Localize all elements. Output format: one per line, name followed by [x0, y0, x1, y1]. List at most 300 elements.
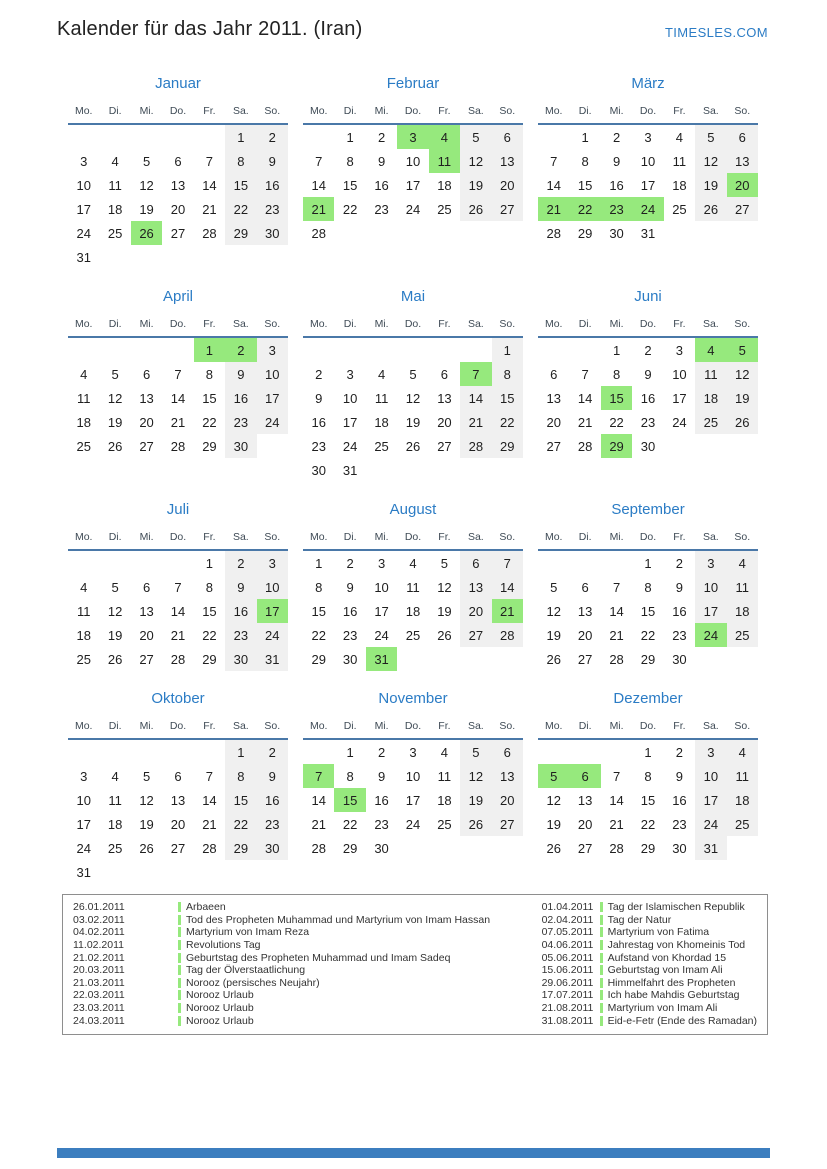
- weekday-label: Fr.: [438, 105, 451, 117]
- day-cell: 26: [139, 840, 154, 856]
- holiday-marker-icon: [600, 1016, 603, 1026]
- day-cell: 18: [76, 414, 91, 430]
- empty-cell: [601, 551, 632, 575]
- weekday-label: Mi.: [374, 318, 389, 330]
- weekday-label: Sa.: [232, 105, 249, 117]
- day-cell: 5: [142, 153, 151, 169]
- day-cell: 10: [257, 362, 288, 386]
- holiday-marker-icon: [600, 902, 603, 912]
- day-cell: 12: [460, 764, 491, 788]
- day-cell: 4: [111, 153, 119, 169]
- day-cell: 25: [695, 410, 726, 434]
- day-cell: 28: [609, 651, 624, 667]
- day-cell: 8: [225, 764, 256, 788]
- day-cell: 13: [170, 177, 186, 193]
- empty-cell: [397, 338, 428, 362]
- holiday-day-cell: 3: [397, 125, 428, 149]
- month-title: Dezember: [613, 690, 683, 707]
- legend-label: Norooz (persisches Neujahr): [186, 976, 320, 989]
- day-cell: 18: [727, 788, 758, 812]
- day-cell: 5: [111, 579, 119, 595]
- day-cell: 20: [546, 414, 561, 430]
- day-cell: 6: [142, 579, 151, 595]
- day-cell: 20: [460, 599, 491, 623]
- day-cell: 14: [609, 792, 624, 808]
- day-cell: 7: [612, 579, 621, 595]
- day-cell: 21: [170, 414, 186, 430]
- day-cell: 24: [405, 201, 421, 217]
- day-cell: 29: [640, 651, 656, 667]
- day-cell: 28: [311, 225, 326, 241]
- legend-item: [73, 1014, 542, 1027]
- day-cell: 30: [257, 221, 288, 245]
- day-cell: 9: [377, 153, 386, 169]
- day-cell: 13: [492, 149, 523, 173]
- day-cell: 16: [672, 603, 687, 619]
- day-cell: 10: [672, 366, 687, 382]
- day-cell: 16: [609, 177, 624, 193]
- weekday-label: Do.: [169, 720, 187, 732]
- day-cell: 16: [342, 603, 358, 619]
- day-cell: 23: [311, 438, 326, 454]
- legend-date: 23.03.2011: [73, 1002, 125, 1015]
- day-cell: 8: [644, 768, 652, 784]
- weekday-label: Di.: [108, 531, 122, 543]
- day-cell: 13: [577, 792, 593, 808]
- legend-item: [542, 964, 757, 977]
- month-title: April: [162, 288, 193, 305]
- day-cell: 4: [440, 744, 449, 760]
- day-cell: 2: [225, 551, 256, 575]
- day-cell: 6: [581, 579, 589, 595]
- day-cell: 12: [405, 390, 421, 406]
- month-title: August: [389, 501, 437, 518]
- weekday-label: Mi.: [139, 105, 154, 117]
- legend-item: [73, 977, 542, 990]
- day-cell: 19: [139, 816, 154, 832]
- day-cell: 14: [311, 177, 326, 193]
- page-header: [0, 0, 827, 44]
- month-februar: [303, 76, 523, 245]
- day-cell: 28: [577, 438, 593, 454]
- weekday-label: Do.: [639, 318, 657, 330]
- holiday-day-cell: 15: [601, 386, 632, 410]
- day-cell: 27: [577, 651, 593, 667]
- day-cell: 24: [672, 414, 687, 430]
- legend-date: 07.05.2011: [541, 926, 594, 939]
- weekday-label: Sa.: [702, 531, 719, 543]
- day-cell: 27: [492, 197, 523, 221]
- weekday-row: [303, 316, 523, 338]
- holiday-marker-icon: [600, 915, 603, 925]
- day-cell: 19: [107, 627, 123, 643]
- day-cell: 8: [346, 153, 354, 169]
- day-cell: 24: [374, 627, 389, 643]
- weekday-label: Fr.: [673, 531, 686, 543]
- day-cell: 2: [346, 555, 354, 571]
- legend-label: Norooz Urlaub: [186, 1002, 254, 1015]
- legend-box: [62, 894, 768, 1035]
- legend-label: Martyrium von Imam Ali: [607, 1002, 718, 1015]
- day-cell: 24: [695, 812, 726, 836]
- day-cell: 27: [546, 438, 561, 454]
- holiday-day-cell: 21: [492, 599, 523, 623]
- empty-cell: [194, 740, 225, 764]
- day-cell: 8: [205, 366, 214, 382]
- weekday-label: Fr.: [438, 318, 451, 330]
- legend-label: Tag der Islamischen Republik: [607, 901, 745, 914]
- day-cell: 6: [460, 551, 491, 575]
- weekday-label: Fr.: [673, 105, 686, 117]
- day-cell: 11: [108, 177, 122, 193]
- weekday-label: Mo.: [309, 318, 328, 330]
- day-cell: 2: [377, 744, 386, 760]
- day-cell: 4: [727, 551, 758, 575]
- day-cell: 29: [342, 840, 358, 856]
- day-cell: 29: [202, 438, 217, 454]
- day-cell: 11: [374, 390, 389, 406]
- day-cell: 8: [205, 579, 214, 595]
- day-cell: 30: [374, 840, 389, 856]
- day-cell: 26: [107, 651, 123, 667]
- day-cell: 15: [225, 173, 256, 197]
- day-cell: 10: [342, 390, 358, 406]
- day-cell: 22: [492, 410, 523, 434]
- day-cell: 13: [727, 149, 758, 173]
- empty-cell: [99, 551, 130, 575]
- weekday-label: Mi.: [374, 105, 389, 117]
- weekday-label: Sa.: [702, 318, 719, 330]
- legend-date: 21.02.2011: [73, 951, 125, 964]
- weekday-label: Do.: [404, 531, 422, 543]
- legend-item: [542, 989, 757, 1002]
- legend-date: 05.06.2011: [541, 951, 594, 964]
- day-cell: 19: [460, 173, 491, 197]
- day-cell: 24: [257, 410, 288, 434]
- empty-cell: [429, 338, 460, 362]
- day-cell: 12: [546, 603, 561, 619]
- day-cell: 10: [76, 792, 91, 808]
- day-cell: 18: [374, 414, 389, 430]
- day-cell: 2: [675, 555, 684, 571]
- day-cell: 8: [581, 153, 589, 169]
- day-cell: 17: [76, 201, 91, 217]
- day-cell: 29: [577, 225, 593, 241]
- holiday-day-cell: 7: [303, 764, 334, 788]
- day-cell: 3: [695, 740, 726, 764]
- weekday-label: Mo.: [309, 105, 328, 117]
- day-cell: 9: [346, 579, 354, 595]
- day-cell: 6: [440, 366, 449, 382]
- day-cell: 18: [437, 792, 452, 808]
- day-cell: 15: [577, 177, 593, 193]
- legend-label: Martyrium von Imam Reza: [186, 926, 310, 939]
- day-cell: 19: [546, 816, 561, 832]
- day-cell: 23: [257, 812, 288, 836]
- weekday-label: Fr.: [438, 720, 451, 732]
- day-cell: 6: [727, 125, 758, 149]
- legend-item: [542, 977, 757, 990]
- day-cell: 30: [225, 434, 256, 458]
- day-cell: 13: [170, 792, 186, 808]
- weekday-label: So.: [499, 318, 516, 330]
- day-cell: 15: [640, 792, 656, 808]
- weekday-row: [68, 718, 288, 740]
- day-cell: 15: [342, 177, 358, 193]
- weekday-label: Di.: [578, 720, 592, 732]
- day-cell: 7: [550, 153, 558, 169]
- day-cell: 14: [460, 386, 491, 410]
- weekday-label: Di.: [343, 318, 357, 330]
- weekday-label: Sa.: [702, 720, 719, 732]
- weekday-row: [68, 529, 288, 551]
- holiday-marker-icon: [600, 990, 603, 1000]
- day-cell: 18: [695, 386, 726, 410]
- day-cell: 14: [577, 390, 593, 406]
- month-marz: [538, 76, 758, 245]
- empty-cell: [303, 338, 334, 362]
- day-cell: 21: [609, 627, 624, 643]
- weekday-label: Mo.: [74, 531, 93, 543]
- weekday-label: Di.: [343, 105, 357, 117]
- weekday-row: [303, 103, 523, 125]
- month-title: September: [611, 501, 685, 518]
- day-cell: 11: [695, 362, 726, 386]
- holiday-day-cell: 1: [194, 338, 225, 362]
- day-cell: 22: [342, 816, 358, 832]
- month-title: Januar: [155, 75, 201, 92]
- legend-item: [73, 939, 542, 952]
- day-cell: 12: [139, 177, 154, 193]
- day-cell: 22: [342, 201, 358, 217]
- legend-date: 11.02.2011: [73, 939, 124, 952]
- day-cell: 13: [492, 764, 523, 788]
- weekday-label: Do.: [404, 318, 422, 330]
- day-cell: 29: [225, 221, 256, 245]
- day-cell: 10: [695, 575, 726, 599]
- day-cell: 9: [315, 390, 323, 406]
- legend-date: 21.08.2011: [541, 1002, 594, 1015]
- day-cell: 30: [225, 647, 256, 671]
- day-cell: 9: [377, 768, 386, 784]
- weekday-label: So.: [264, 720, 281, 732]
- empty-cell: [99, 740, 130, 764]
- day-cell: 26: [460, 197, 491, 221]
- day-cell: 14: [202, 792, 217, 808]
- month-title: Juli: [166, 501, 190, 518]
- legend-col-left: [73, 901, 542, 1027]
- day-cell: 30: [672, 651, 687, 667]
- day-cell: 30: [257, 836, 288, 860]
- day-cell: 24: [76, 225, 91, 241]
- holiday-day-cell: 24: [632, 197, 663, 221]
- day-grid: [68, 551, 288, 671]
- day-cell: 17: [695, 599, 726, 623]
- day-cell: 20: [170, 816, 186, 832]
- day-cell: 17: [342, 414, 358, 430]
- day-cell: 29: [311, 651, 326, 667]
- weekday-label: Mo.: [544, 720, 563, 732]
- weekday-label: So.: [264, 105, 281, 117]
- weekday-label: Do.: [169, 105, 187, 117]
- holiday-day-cell: 4: [429, 125, 460, 149]
- day-cell: 27: [170, 225, 186, 241]
- day-cell: 29: [640, 840, 656, 856]
- day-grid: [68, 338, 288, 458]
- empty-cell: [303, 740, 334, 764]
- month-november: [303, 691, 523, 860]
- weekday-label: So.: [734, 105, 751, 117]
- day-cell: 14: [170, 603, 186, 619]
- weekday-label: So.: [499, 105, 516, 117]
- day-cell: 1: [644, 744, 652, 760]
- day-cell: 18: [672, 177, 687, 193]
- holiday-day-cell: 5: [538, 764, 569, 788]
- empty-cell: [162, 338, 193, 362]
- day-cell: 16: [257, 788, 288, 812]
- day-cell: 16: [225, 386, 256, 410]
- day-cell: 10: [76, 177, 91, 193]
- weekday-row: [538, 103, 758, 125]
- day-cell: 16: [257, 173, 288, 197]
- legend-date: 21.03.2011: [73, 976, 125, 989]
- weekday-label: Sa.: [232, 720, 249, 732]
- day-cell: 19: [139, 201, 154, 217]
- month-august: [303, 502, 523, 671]
- day-cell: 17: [672, 390, 687, 406]
- holiday-marker-icon: [600, 940, 603, 950]
- day-cell: 2: [377, 129, 386, 145]
- day-cell: 13: [577, 603, 593, 619]
- legend-date: 02.04.2011: [541, 913, 594, 926]
- empty-cell: [569, 338, 600, 362]
- legend-label: Tag der Natur: [607, 913, 672, 926]
- day-grid: [303, 551, 523, 671]
- empty-cell: [131, 125, 162, 149]
- legend-label: Ich habe Mahdis Geburtstag: [607, 989, 740, 1002]
- day-cell: 12: [460, 149, 491, 173]
- day-cell: 26: [546, 840, 561, 856]
- holiday-marker-icon: [600, 978, 603, 988]
- day-cell: 31: [640, 225, 656, 241]
- day-cell: 3: [257, 551, 288, 575]
- day-cell: 7: [205, 768, 214, 784]
- day-cell: 20: [492, 173, 523, 197]
- holiday-day-cell: 6: [569, 764, 600, 788]
- day-cell: 27: [437, 438, 452, 454]
- day-cell: 13: [139, 390, 154, 406]
- legend-item: [73, 901, 542, 914]
- day-cell: 8: [315, 579, 323, 595]
- footer-accent-bar: [57, 1148, 770, 1158]
- day-cell: 16: [640, 390, 656, 406]
- weekday-label: Di.: [343, 720, 357, 732]
- day-cell: 23: [257, 197, 288, 221]
- empty-cell: [68, 125, 99, 149]
- day-cell: 1: [205, 555, 214, 571]
- day-cell: 10: [257, 575, 288, 599]
- day-cell: 18: [107, 816, 123, 832]
- day-cell: 22: [609, 414, 624, 430]
- day-cell: 2: [644, 342, 652, 358]
- day-cell: 6: [492, 740, 523, 764]
- month-title: Oktober: [151, 690, 205, 707]
- day-cell: 21: [460, 410, 491, 434]
- day-cell: 2: [257, 740, 288, 764]
- holiday-day-cell: 23: [601, 197, 632, 221]
- day-cell: 16: [672, 792, 687, 808]
- day-cell: 3: [80, 153, 88, 169]
- day-cell: 11: [727, 575, 758, 599]
- day-cell: 26: [107, 438, 123, 454]
- day-cell: 15: [225, 788, 256, 812]
- weekday-label: Mi.: [609, 318, 624, 330]
- month-mai: [303, 289, 523, 482]
- weekday-label: So.: [499, 531, 516, 543]
- day-cell: 3: [346, 366, 354, 382]
- brand-link[interactable]: TIMESLES.COM: [664, 25, 768, 40]
- weekday-label: Di.: [343, 531, 357, 543]
- holiday-day-cell: 26: [131, 221, 162, 245]
- legend-item: [542, 901, 757, 914]
- day-cell: 1: [581, 129, 589, 145]
- empty-cell: [538, 338, 569, 362]
- month-title: November: [378, 690, 448, 707]
- holiday-marker-icon: [600, 927, 603, 937]
- day-cell: 8: [225, 149, 256, 173]
- day-cell: 25: [76, 438, 91, 454]
- day-cell: 27: [577, 840, 593, 856]
- day-cell: 5: [550, 579, 558, 595]
- weekday-label: Do.: [404, 720, 422, 732]
- weekday-label: Fr.: [203, 720, 216, 732]
- day-cell: 28: [460, 434, 491, 458]
- holiday-marker-icon: [178, 953, 181, 963]
- day-cell: 20: [437, 414, 452, 430]
- weekday-label: Sa.: [232, 318, 249, 330]
- day-cell: 2: [315, 366, 323, 382]
- day-cell: 10: [405, 768, 421, 784]
- day-cell: 6: [550, 366, 558, 382]
- day-cell: 10: [405, 153, 421, 169]
- day-cell: 26: [405, 438, 421, 454]
- day-cell: 22: [225, 197, 256, 221]
- weekday-label: So.: [734, 531, 751, 543]
- day-cell: 28: [202, 225, 217, 241]
- legend-item: [542, 1002, 757, 1015]
- day-cell: 28: [492, 623, 523, 647]
- day-cell: 21: [202, 816, 217, 832]
- day-cell: 19: [460, 788, 491, 812]
- day-cell: 19: [727, 386, 758, 410]
- day-cell: 18: [76, 627, 91, 643]
- day-cell: 13: [437, 390, 452, 406]
- day-cell: 21: [311, 816, 326, 832]
- day-cell: 1: [644, 555, 652, 571]
- weekday-label: Do.: [639, 531, 657, 543]
- day-cell: 2: [675, 744, 684, 760]
- day-cell: 8: [644, 579, 652, 595]
- day-cell: 6: [174, 153, 182, 169]
- day-cell: 14: [170, 390, 186, 406]
- weekday-label: Mi.: [374, 531, 389, 543]
- day-grid: [68, 740, 288, 884]
- day-cell: 12: [695, 149, 726, 173]
- day-cell: 25: [374, 438, 389, 454]
- day-cell: 20: [139, 627, 154, 643]
- day-cell: 9: [225, 362, 256, 386]
- day-cell: 3: [695, 551, 726, 575]
